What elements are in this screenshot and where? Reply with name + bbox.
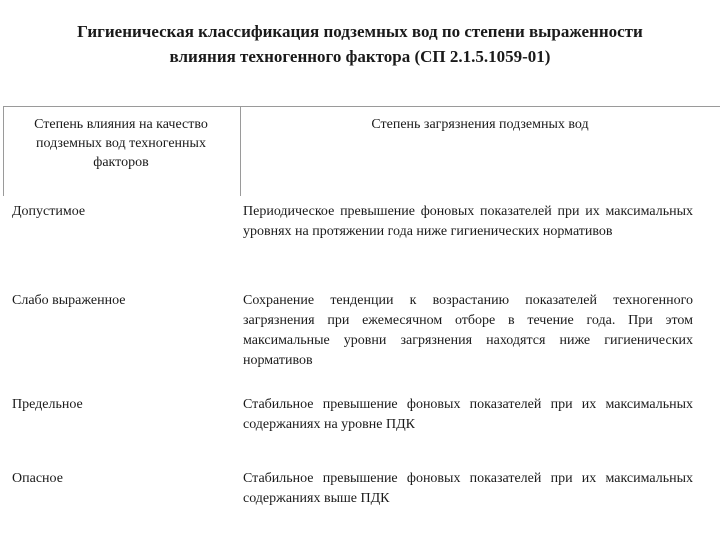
row-degree-slight: Слабо выраженное	[12, 293, 126, 308]
header-impact-degree	[5, 115, 237, 172]
row-description-slight: Сохранение тенденции к возрастанию показателей техногенного загрязнения при ежемесячном отборе в течение года. При этом максимальные уровни загрязнения находятся ниже гигиенических нормативов	[243, 293, 693, 368]
header-pollution-degree	[245, 115, 715, 134]
header-impact-degree-line: Степень влияния на качество	[34, 117, 208, 132]
header-column-divider	[240, 106, 241, 196]
document-title	[0, 19, 720, 69]
title-line-2: влияния техногенного фактора (СП 2.1.5.1059-01)	[169, 47, 551, 66]
table-top-border	[3, 106, 720, 107]
header-impact-degree-line: подземных вод техногенных	[36, 136, 206, 151]
header-impact-degree-line: факторов	[93, 155, 149, 170]
row-degree-allowable: Допустимое	[12, 204, 86, 219]
row-degree-dangerous: Опасное	[12, 471, 63, 486]
row-description-limit: Стабильное превышение фоновых показателей при их максимальных содержаниях на уровне ПДК	[243, 397, 693, 432]
row-description-dangerous: Стабильное превышение фоновых показателей при их максимальных содержаниях выше ПДК	[243, 471, 693, 506]
row-description-allowable: Периодическое превышение фоновых показателей при их максимальных уровнях на протяжении года ниже гигиенических нормативов	[243, 204, 693, 239]
row-degree-limit: Предельное	[12, 397, 83, 412]
header-pollution-degree-line: Степень загрязнения подземных вод	[371, 117, 589, 132]
title-line-1: Гигиеническая классификация подземных вод по степени выраженности	[77, 22, 643, 41]
header-left-border	[3, 106, 4, 196]
